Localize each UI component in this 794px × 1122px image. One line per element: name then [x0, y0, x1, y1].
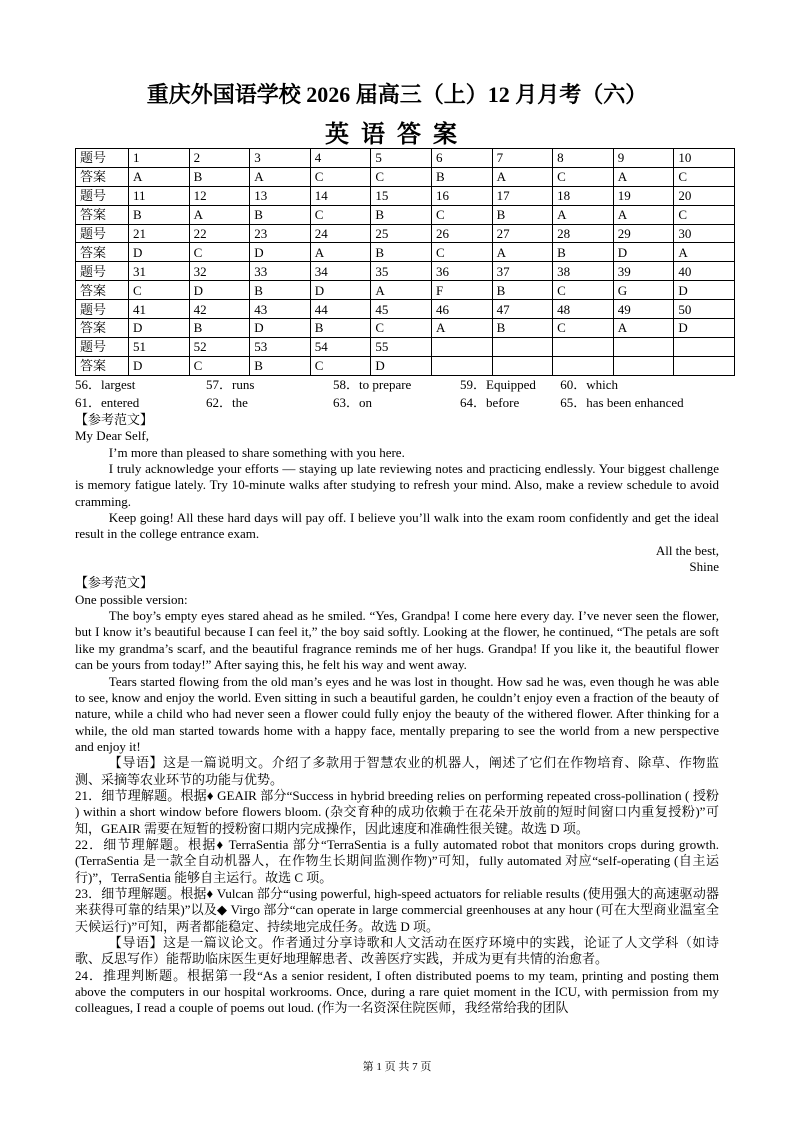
table-cell: A [674, 243, 735, 262]
answer-table [75, 148, 735, 376]
letter-paragraph: I truly acknowledge your efforts — staying up late reviewing notes and practicing endlessly. Your biggest challenge is memory fatigue lately. Try 10-minute walks after studying to refresh your mind. Also, make a review schedule to avoid cramming. [75, 461, 719, 509]
table-cell: 53 [250, 337, 311, 356]
table-cell: 38 [553, 262, 614, 281]
table-cell: 6 [431, 149, 492, 168]
explanation-paragraph: 22．细节理解题。根据♦ TerraSentia 部分“TerraSentia is a fully automated robot that monitors crops during growth. (TerraSentia 是一款全自动机器人，在作物生长期间监测作物)”可知，fully automated 对应“self-operating (自主运行)”，TerraSentia 能够自主运行。故选 C 项。 [75, 836, 719, 885]
table-cell: A [371, 281, 432, 300]
table-cell: 30 [674, 224, 735, 243]
table-cell: C [674, 167, 735, 186]
table-cell: 5 [371, 149, 432, 168]
table-cell: C [129, 281, 190, 300]
table-cell: C [431, 243, 492, 262]
letter-closing: All the best, [655, 542, 719, 558]
table-cell [431, 356, 492, 375]
table-cell: B [250, 205, 311, 224]
table-cell: B [492, 281, 553, 300]
table-cell: C [674, 205, 735, 224]
table-cell: B [189, 319, 250, 338]
table-cell: A [492, 243, 553, 262]
table-cell: B [250, 281, 311, 300]
table-cell: 3 [250, 149, 311, 168]
table-cell: 41 [129, 300, 190, 319]
table-cell: A [613, 319, 674, 338]
table-cell: F [431, 281, 492, 300]
table-cell: 12 [189, 186, 250, 205]
answer-row [76, 356, 735, 375]
table-cell: B [189, 167, 250, 186]
table-cell: A [310, 243, 371, 262]
answer-row [76, 243, 735, 262]
table-cell: 16 [431, 186, 492, 205]
table-cell: B [250, 356, 311, 375]
table-cell: 54 [310, 337, 371, 356]
answer-row [76, 205, 735, 224]
table-cell: 4 [310, 149, 371, 168]
explanations [75, 755, 719, 1017]
page-subtitle: 英语答案 [325, 122, 469, 148]
table-cell: 48 [553, 300, 614, 319]
table-cell: 40 [674, 262, 735, 281]
table-cell: 52 [189, 337, 250, 356]
fill-answer: 57．runs [205, 377, 255, 392]
table-cell: 23 [250, 224, 311, 243]
letter-signature: Shine [689, 559, 719, 575]
row-label: 题号 [76, 224, 129, 243]
fill-answer: 63．on [333, 395, 373, 410]
row-label: 题号 [76, 300, 129, 319]
table-cell [553, 337, 614, 356]
table-cell: 14 [310, 186, 371, 205]
page-title: 重庆外国语学校 2026 届高三（上）12 月月考（六） [146, 82, 648, 107]
table-cell: 45 [371, 300, 432, 319]
table-cell: 51 [129, 337, 190, 356]
table-cell: 8 [553, 149, 614, 168]
table-cell: 46 [431, 300, 492, 319]
table-cell: A [553, 205, 614, 224]
table-cell: 39 [613, 262, 674, 281]
table-cell: 26 [431, 224, 492, 243]
letter-salutation: My Dear Self, [75, 428, 150, 444]
row-label: 题号 [76, 262, 129, 281]
table-cell: B [431, 167, 492, 186]
table-cell: 2 [189, 149, 250, 168]
table-cell: B [129, 205, 190, 224]
table-cell: 29 [613, 224, 674, 243]
table-cell: C [310, 205, 371, 224]
table-cell: C [310, 167, 371, 186]
explanation-paragraph: 21．细节理解题。根据♦ GEAIR 部分“Success in hybrid breeding relies on performing repeated cross-pollination ( 授粉 ) within a short window before flowers bloom. (杂交育种的成功依赖于在花朵开放前的短时间窗口内重复授粉)”可知，GEAIR 需要在短暂的授粉窗口期内完成操作，因此速度和准确性很关键。故选 D 项。 [75, 787, 719, 836]
row-label: 题号 [76, 186, 129, 205]
explanation-paragraph: 23．细节理解题。根据♦ Vulcan 部分“using powerful, high-speed actuators for reliable results (使用强大的高速驱动器来获得可靠的结果)”以及◆ Virgo 部分“can operate in large commercial greenhouses at any hour (可在大型商业温室全天候运行)”可知，两者都能稳定、持续地完成任务。故选 D 项。 [75, 885, 719, 934]
table-cell: 10 [674, 149, 735, 168]
row-label: 答案 [76, 356, 129, 375]
story-heading: 【参考范文】 [75, 575, 154, 591]
table-cell: 27 [492, 224, 553, 243]
table-cell: 35 [371, 262, 432, 281]
table-cell: C [431, 205, 492, 224]
table-cell: A [613, 167, 674, 186]
table-cell: B [553, 243, 614, 262]
table-cell: A [250, 167, 311, 186]
table-cell: 9 [613, 149, 674, 168]
table-cell: C [371, 319, 432, 338]
fill-in-answers [75, 376, 719, 412]
table-cell: 44 [310, 300, 371, 319]
explanation-paragraph: 24．推理判断题。根据第一段“As a senior resident, I often distributed poems to my team, printing and posting them above the computers in our hospital workrooms. Once, during a rare quiet moment in the ICU, with permission from my colleagues, I read a couple of poems out loud. (作为一名资深住院医师，我经常给我的团队 [75, 967, 719, 1016]
table-cell: C [553, 281, 614, 300]
table-cell: 36 [431, 262, 492, 281]
table-cell [431, 337, 492, 356]
table-cell: 1 [129, 149, 190, 168]
table-cell [492, 356, 553, 375]
story-paragraph: The boy’s empty eyes stared ahead as he smiled. “Yes, Grandpa! I come here every day. I’ve never seen the flower, but I know it’s beautiful because I can feel it,” the boy said softly. Looking at the flower, he continued, “The petals are soft like my grandma’s scarf, and the beautiful fragrance reminds me of her hugs. Grandpa! If you like it, the beautiful flower can be yours from today!” After saying this, he felt his way and went away. [75, 608, 719, 673]
row-label: 答案 [76, 167, 129, 186]
table-cell: 20 [674, 186, 735, 205]
explanation-paragraph: 【导语】这是一篇说明文。介绍了多款用于智慧农业的机器人，阐述了它们在作物培育、除草、作物监测、采摘等农业环节的功能与优势。 [75, 755, 719, 787]
table-cell: 22 [189, 224, 250, 243]
table-cell: 13 [250, 186, 311, 205]
letter-paragraph: Keep going! All these hard days will pay off. I believe you’ll walk into the exam room confidently and get the ideal result in the college entrance exam. [75, 510, 719, 542]
table-cell: B [310, 319, 371, 338]
table-cell: A [189, 205, 250, 224]
page-number: 第 1 页 共 7 页 [362, 1061, 432, 1073]
table-cell: 24 [310, 224, 371, 243]
table-cell: D [129, 243, 190, 262]
table-cell: A [431, 319, 492, 338]
row-label: 答案 [76, 205, 129, 224]
question-number-row [76, 300, 735, 319]
table-cell: C [189, 356, 250, 375]
table-cell: 25 [371, 224, 432, 243]
question-number-row [76, 186, 735, 205]
fill-answer: 58．to prepare [333, 377, 412, 392]
table-cell: 49 [613, 300, 674, 319]
table-cell: D [129, 356, 190, 375]
table-cell: 34 [310, 262, 371, 281]
row-label: 答案 [76, 281, 129, 300]
table-cell: B [492, 205, 553, 224]
table-cell: 55 [371, 337, 432, 356]
table-cell: D [613, 243, 674, 262]
letter-paragraph: I’m more than pleased to share something with you here. [108, 444, 405, 460]
table-cell: D [371, 356, 432, 375]
table-cell: 32 [189, 262, 250, 281]
table-cell [492, 337, 553, 356]
table-cell: 19 [613, 186, 674, 205]
table-cell [674, 337, 735, 356]
fill-answer: 64．before [460, 395, 520, 410]
table-cell: C [371, 167, 432, 186]
table-cell: 33 [250, 262, 311, 281]
table-cell: 47 [492, 300, 553, 319]
table-cell: 31 [129, 262, 190, 281]
table-cell: C [553, 167, 614, 186]
fill-answer: 59．Equipped [460, 377, 536, 392]
table-cell: A [613, 205, 674, 224]
table-cell: 21 [129, 224, 190, 243]
fill-answer-row [75, 376, 719, 394]
question-number-row [76, 262, 735, 281]
table-cell: A [129, 167, 190, 186]
table-cell: 15 [371, 186, 432, 205]
table-cell: 37 [492, 262, 553, 281]
table-cell: 50 [674, 300, 735, 319]
table-cell: D [129, 319, 190, 338]
table-cell: D [674, 319, 735, 338]
row-label: 题号 [76, 149, 129, 168]
row-label: 题号 [76, 337, 129, 356]
table-cell: 7 [492, 149, 553, 168]
fill-answer: 65．has been enhanced [560, 395, 684, 410]
fill-answer: 62．the [205, 395, 248, 410]
fill-answer: 56．largest [75, 377, 136, 392]
table-cell: A [492, 167, 553, 186]
table-cell [613, 356, 674, 375]
table-cell: B [371, 243, 432, 262]
table-cell: C [189, 243, 250, 262]
table-cell [613, 337, 674, 356]
table-cell: 43 [250, 300, 311, 319]
story-paragraph: Tears started flowing from the old man’s eyes and he was lost in thought. How sad he was, even though he was able to see, know and enjoy the world. Even sitting in such a beautiful garden, he couldn’t enjoy even a fraction of the beauty of nature, while a child who had never seen a flower could fully enjoy the beauty of the withered flower. After thinking for a while, the old man started towards home with a happy face, mentally preparing to see the world from a new perspective and enjoy it! [75, 673, 719, 754]
table-cell: D [674, 281, 735, 300]
row-label: 答案 [76, 243, 129, 262]
fill-answer: 60．which [560, 377, 619, 392]
table-cell: B [371, 205, 432, 224]
table-cell: 28 [553, 224, 614, 243]
table-cell: G [613, 281, 674, 300]
table-cell: D [250, 319, 311, 338]
question-number-row [76, 337, 735, 356]
table-cell: 11 [129, 186, 190, 205]
story-intro: One possible version: [75, 591, 188, 607]
answer-row [76, 319, 735, 338]
table-cell: 42 [189, 300, 250, 319]
letter-heading: 【参考范文】 [75, 412, 154, 427]
table-cell: B [492, 319, 553, 338]
table-cell [674, 356, 735, 375]
answer-row [76, 281, 735, 300]
table-cell: D [189, 281, 250, 300]
table-cell: 18 [553, 186, 614, 205]
answer-row [76, 167, 735, 186]
question-number-row [76, 149, 735, 168]
fill-answer: 61．entered [75, 395, 140, 410]
row-label: 答案 [76, 319, 129, 338]
table-cell [553, 356, 614, 375]
table-cell: D [250, 243, 311, 262]
table-cell: C [553, 319, 614, 338]
explanation-paragraph: 【导语】这是一篇议论文。作者通过分享诗歌和人文活动在医疗环境中的实践，论证了人文学科（如诗歌、反思写作）能帮助临床医生更好地理解患者、改善医疗实践，并成为更有共情的治愈者。 [75, 935, 719, 967]
table-cell: C [310, 356, 371, 375]
table-cell: 17 [492, 186, 553, 205]
question-number-row [76, 224, 735, 243]
table-cell: D [310, 281, 371, 300]
answer-body [75, 376, 719, 1017]
fill-answer-row [75, 394, 719, 412]
